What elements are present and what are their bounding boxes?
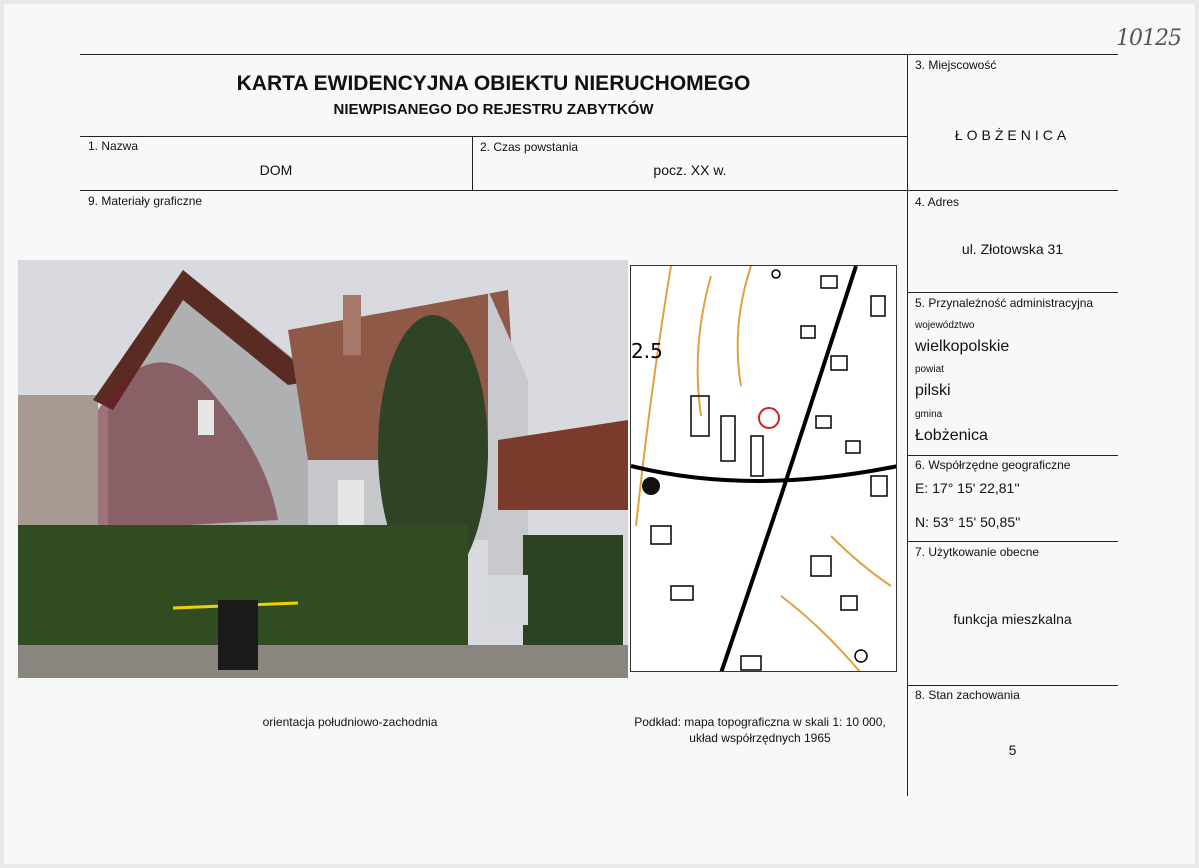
divider [472, 136, 473, 190]
condition-label: 8. Stan zachowania [915, 688, 1020, 702]
map-caption-line1: Podkład: mapa topograficzna w skali 1: 10 000, [634, 715, 886, 729]
divider [907, 455, 1118, 456]
topographic-map [630, 265, 897, 672]
usage-value: funkcja mieszkalna [953, 611, 1072, 627]
card-number: 10125 [1116, 26, 1181, 51]
divider [907, 541, 1118, 542]
divider [907, 685, 1118, 686]
period-value: pocz. XX w. [653, 162, 727, 178]
divider [907, 292, 1118, 293]
locality-value: ŁOBŻENICA [954, 127, 1071, 143]
voivodeship-value: wielkopolskie [915, 338, 1010, 355]
commune-value: Łobżenica [915, 427, 988, 444]
divider [907, 54, 908, 796]
address-label: 4. Adres [915, 195, 960, 209]
locality-label: 3. Miejscowość [915, 58, 997, 72]
graphics-label: 9. Materiały graficzne [88, 194, 203, 208]
county-label: powiat [915, 364, 944, 375]
page-title: KARTA EWIDENCYJNA OBIEKTU NIERUCHOMEGO [236, 72, 751, 95]
coords-n: N: 53° 15' 50,85'' [915, 514, 1021, 530]
map-elevation-label: 2.5 [631, 339, 663, 363]
county-value: pilski [915, 382, 951, 399]
divider [80, 136, 907, 137]
divider [80, 190, 1118, 191]
coords-label: 6. Współrzędne geograficzne [915, 458, 1071, 472]
commune-label: gmina [915, 409, 943, 420]
admin-label: 5. Przynależność administracyjna [915, 296, 1094, 310]
page-subtitle: NIEWPISANEGO DO REJESTRU ZABYTKÓW [333, 101, 654, 118]
voivodeship-label: województwo [915, 320, 975, 331]
address-value: ul. Złotowska 31 [961, 241, 1064, 257]
photo-caption: orientacja południowo-zachodnia [262, 715, 438, 729]
coords-e: E: 17° 15' 22,81'' [915, 480, 1020, 496]
usage-label: 7. Użytkowanie obecne [915, 545, 1040, 559]
name-label: 1. Nazwa [88, 139, 139, 153]
condition-value: 5 [1008, 742, 1017, 758]
period-label: 2. Czas powstania [480, 140, 579, 154]
building-photo [18, 260, 628, 678]
divider [80, 54, 1118, 55]
name-value: DOM [259, 162, 293, 178]
map-caption-line2: układ współrzędnych 1965 [689, 731, 831, 745]
